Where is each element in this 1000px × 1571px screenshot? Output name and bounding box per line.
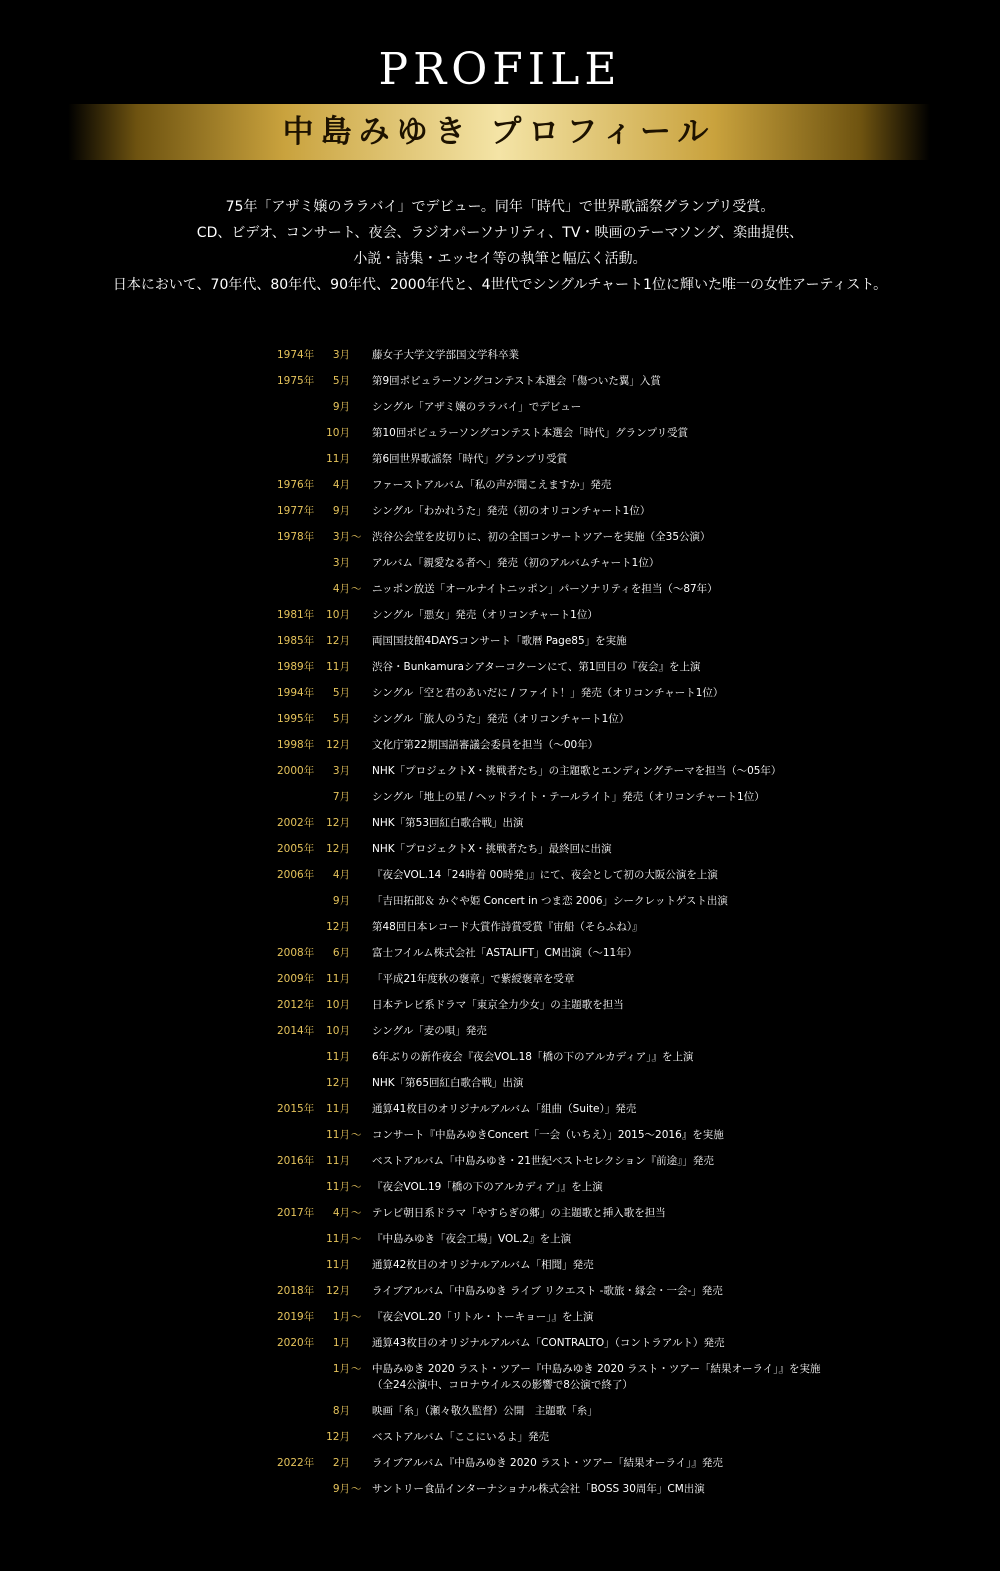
timeline-month: 7月 [332, 791, 350, 803]
timeline-event-text: 渋谷・Bunkamuraシアターコクーンにて、第1回目の『夜会』を上演 [372, 661, 701, 673]
timeline-event-text: テレビ朝日系ドラマ「やすらぎの郷」の主題歌と挿入歌を担当 [372, 1207, 666, 1219]
timeline-event [372, 607, 972, 623]
timeline-row [0, 659, 1000, 685]
timeline-month: 12月 [326, 1077, 350, 1089]
timeline-row [0, 971, 1000, 997]
timeline-event-text: NHK「第65回紅白歌合戦」出演 [372, 1077, 524, 1089]
timeline-row [0, 399, 1000, 425]
timeline-event-text: （全24公演中、コロナウイルスの影響で8公演で終了） [372, 1379, 633, 1391]
timeline-row [0, 347, 1000, 373]
timeline-month: 1月 [332, 1363, 350, 1375]
timeline-year: 2015年 [277, 1103, 315, 1115]
timeline-year: 2009年 [277, 973, 315, 985]
timeline-event [372, 1127, 972, 1143]
timeline-row [0, 1075, 1000, 1101]
timeline-event-text: 第6回世界歌謡祭「時代」グランプリ受賞 [372, 453, 568, 465]
timeline-event [372, 1023, 972, 1039]
timeline-month: 10月 [326, 999, 350, 1011]
timeline-event [372, 893, 972, 909]
timeline-event [372, 919, 972, 935]
timeline-year: 1985年 [277, 635, 315, 647]
timeline-event-text: シングル「麦の唄」発売 [372, 1025, 487, 1037]
timeline-ongoing-mark: 〜 [351, 1363, 362, 1375]
timeline-month: 12月 [326, 739, 350, 751]
timeline-event [372, 685, 972, 701]
timeline-row [0, 1127, 1000, 1153]
timeline-event [372, 789, 972, 805]
timeline-event-text: 中島みゆき 2020 ラスト・ツアー『中島みゆき 2020 ラスト・ツアー「結果オーライ」』を実施 [372, 1363, 821, 1375]
timeline-year: 2019年 [277, 1311, 315, 1323]
timeline-row [0, 1153, 1000, 1179]
timeline-month: 11月 [326, 661, 350, 673]
intro-line: 75年「アザミ嬢のララバイ」でデビュー。同年「時代」で世界歌謡祭グランプリ受賞。 [225, 199, 775, 215]
timeline-month: 11月 [326, 1233, 350, 1245]
timeline-event [372, 633, 972, 649]
timeline-event-text: 『中島みゆき「夜会工場」VOL.2』を上演 [372, 1233, 572, 1245]
timeline-month: 12月 [326, 921, 350, 933]
timeline-month: 11月 [326, 1181, 350, 1193]
timeline-year: 2000年 [277, 765, 315, 777]
timeline-event [372, 1309, 972, 1325]
timeline-row [0, 1455, 1000, 1481]
timeline-month: 10月 [326, 1025, 350, 1037]
timeline-month: 9月 [332, 505, 350, 517]
timeline-year: 1975年 [277, 375, 315, 387]
timeline-ongoing-mark: 〜 [351, 583, 362, 595]
timeline-month: 2月 [332, 1457, 350, 1469]
timeline-month: 9月 [332, 401, 350, 413]
timeline-row [0, 711, 1000, 737]
timeline-year: 2014年 [277, 1025, 315, 1037]
timeline-month: 4月 [332, 869, 350, 881]
timeline-row [0, 607, 1000, 633]
title-banner [68, 104, 930, 160]
timeline-event [372, 1049, 972, 1065]
timeline-event [372, 1231, 972, 1247]
timeline-row [0, 841, 1000, 867]
timeline-row [0, 633, 1000, 659]
timeline-event [372, 1179, 972, 1195]
timeline-row [0, 789, 1000, 815]
timeline-row [0, 503, 1000, 529]
timeline-month: 11月 [326, 973, 350, 985]
timeline-month: 10月 [326, 427, 350, 439]
timeline-event [372, 1257, 972, 1273]
timeline-row [0, 1283, 1000, 1309]
timeline-event-text: 「吉田拓郎＆ かぐや姫 Concert in つま恋 2006」シークレットゲスト出演 [372, 895, 728, 907]
intro-text [0, 194, 1000, 298]
timeline-event [372, 1361, 972, 1393]
timeline-month: 5月 [332, 375, 350, 387]
timeline-event-text: シングル「悪女」発売（オリコンチャート1位） [372, 609, 598, 621]
timeline-row [0, 1257, 1000, 1283]
timeline-event-text: NHK「プロジェクトX・挑戦者たち」最終回に出演 [372, 843, 612, 855]
timeline-month: 5月 [332, 687, 350, 699]
timeline-event-text: ベストアルバム「中島みゆき・21世紀ベストセレクション『前途』」発売 [372, 1155, 714, 1167]
timeline-ongoing-mark: 〜 [351, 1233, 362, 1245]
timeline-event-text: 『夜会VOL.14「24時着 00時発」』にて、夜会として初の大阪公演を上演 [372, 869, 718, 881]
timeline-event-text: シングル「アザミ嬢のララバイ」でデビュー [372, 401, 582, 413]
timeline-row [0, 1429, 1000, 1455]
timeline-event [372, 945, 972, 961]
timeline-row [0, 529, 1000, 555]
timeline-month: 9月 [332, 895, 350, 907]
timeline-event [372, 1335, 972, 1351]
timeline-month: 3月 [332, 765, 350, 777]
timeline-month: 4月 [332, 479, 350, 491]
timeline-month: 8月 [332, 1405, 350, 1417]
timeline-event [372, 867, 972, 883]
timeline-event [372, 1403, 972, 1419]
timeline-event [372, 503, 972, 519]
timeline-ongoing-mark: 〜 [351, 1483, 362, 1495]
timeline-event-text: アルバム「親愛なる者へ」発売（初のアルバムチャート1位） [372, 557, 660, 569]
timeline-event-text: 富士フイルム株式会社「ASTALIFT」CM出演（〜11年） [372, 947, 638, 959]
timeline-event [372, 425, 972, 441]
timeline-month: 11月 [326, 1259, 350, 1271]
timeline-event-text: ニッポン放送「オールナイトニッポン」パーソナリティを担当（〜87年） [372, 583, 718, 595]
timeline-event-text: ライブアルバム『中島みゆき 2020 ラスト・ツアー「結果オーライ」』発売 [372, 1457, 723, 1469]
timeline-row [0, 477, 1000, 503]
career-timeline [0, 347, 1000, 1507]
timeline-event-text: ファーストアルバム「私の声が聞こえますか」発売 [372, 479, 612, 491]
timeline-row [0, 919, 1000, 945]
timeline-row [0, 1361, 1000, 1403]
timeline-year: 1989年 [277, 661, 315, 673]
timeline-row [0, 1101, 1000, 1127]
timeline-event [372, 529, 972, 545]
timeline-event-text: 第10回ポピュラーソングコンテスト本選会「時代」グランプリ受賞 [372, 427, 689, 439]
timeline-row [0, 763, 1000, 789]
timeline-event [372, 1101, 972, 1117]
timeline-row [0, 893, 1000, 919]
timeline-month: 3月 [332, 531, 350, 543]
timeline-event-text: ベストアルバム「ここにいるよ」発売 [372, 1431, 550, 1443]
timeline-event-text: NHK「第53回紅白歌合戦」出演 [372, 817, 524, 829]
timeline-event [372, 737, 972, 753]
timeline-event [372, 347, 972, 363]
timeline-month: 9月 [332, 1483, 350, 1495]
intro-line: CD、ビデオ、コンサート、夜会、ラジオパーソナリティ、TV・映画のテーマソング、楽曲提供、 [196, 225, 804, 241]
timeline-event [372, 555, 972, 571]
timeline-event [372, 815, 972, 831]
timeline-event [372, 1153, 972, 1169]
timeline-month: 5月 [332, 713, 350, 725]
timeline-ongoing-mark: 〜 [351, 1207, 362, 1219]
timeline-event-text: ライブアルバム「中島みゆき ライブ リクエスト -歌旅・縁会・一会-」発売 [372, 1285, 723, 1297]
timeline-month: 3月 [332, 557, 350, 569]
timeline-row [0, 451, 1000, 477]
timeline-event-text: 「平成21年度秋の褒章」で紫綬褒章を受章 [372, 973, 575, 985]
timeline-event-text: 文化庁第22期国語審議会委員を担当（〜00年） [372, 739, 599, 751]
timeline-month: 3月 [332, 349, 350, 361]
timeline-year: 2008年 [277, 947, 315, 959]
timeline-year: 1995年 [277, 713, 315, 725]
timeline-month: 12月 [326, 817, 350, 829]
timeline-row [0, 1023, 1000, 1049]
timeline-year: 2006年 [277, 869, 315, 881]
timeline-row [0, 1403, 1000, 1429]
timeline-event [372, 1283, 972, 1299]
timeline-year: 1977年 [277, 505, 315, 517]
timeline-year: 1976年 [277, 479, 315, 491]
timeline-year: 2012年 [277, 999, 315, 1011]
timeline-event [372, 1429, 972, 1445]
timeline-event-text: 両国国技館4DAYSコンサート「歌暦 Page85」を実施 [372, 635, 627, 647]
intro-line: 日本において、70年代、80年代、90年代、2000年代と、4世代でシングルチャート1位に輝いた唯一の女性アーティスト。 [112, 277, 888, 293]
timeline-event-text: 第9回ポピュラーソングコンテスト本選会「傷ついた翼」入賞 [372, 375, 661, 387]
timeline-ongoing-mark: 〜 [351, 1311, 362, 1323]
timeline-year: 2017年 [277, 1207, 315, 1219]
timeline-month: 12月 [326, 1431, 350, 1443]
timeline-event-text: 通算43枚目のオリジナルアルバム「CONTRALTO」（コントラアルト）発売 [372, 1337, 725, 1349]
timeline-year: 1981年 [277, 609, 315, 621]
timeline-ongoing-mark: 〜 [351, 531, 362, 543]
timeline-event-text: 日本テレビ系ドラマ「東京全力少女」の主題歌を担当 [372, 999, 624, 1011]
timeline-row [0, 1231, 1000, 1257]
timeline-year: 1994年 [277, 687, 315, 699]
timeline-event [372, 997, 972, 1013]
timeline-year: 2022年 [277, 1457, 315, 1469]
timeline-event-text: NHK「プロジェクトX・挑戦者たち」の主題歌とエンディングテーマを担当（〜05年） [372, 765, 782, 777]
timeline-month: 11月 [326, 1051, 350, 1063]
timeline-event-text: 渋谷公会堂を皮切りに、初の全国コンサートツアーを実施（全35公演） [372, 531, 711, 543]
timeline-month: 11月 [326, 1129, 350, 1141]
timeline-month: 1月 [332, 1311, 350, 1323]
timeline-row [0, 1179, 1000, 1205]
timeline-event-text: シングル「空と君のあいだに / ファイト！」発売（オリコンチャート1位） [372, 687, 724, 699]
timeline-event-text: サントリー食品インターナショナル株式会社「BOSS 30周年」CM出演 [372, 1483, 705, 1495]
timeline-event [372, 971, 972, 987]
page-title: PROFILE [378, 44, 622, 95]
timeline-row [0, 945, 1000, 971]
timeline-row [0, 1335, 1000, 1361]
timeline-month: 12月 [326, 1285, 350, 1297]
timeline-event [372, 451, 972, 467]
banner-title: 中島みゆき プロフィール [282, 114, 716, 150]
timeline-row [0, 1309, 1000, 1335]
timeline-event-text: シングル「旅人のうた」発売（オリコンチャート1位） [372, 713, 630, 725]
timeline-event-text: 『夜会VOL.19「橋の下のアルカディア」』を上演 [372, 1181, 603, 1193]
timeline-month: 12月 [326, 635, 350, 647]
timeline-event-text: 6年ぶりの新作夜会『夜会VOL.18「橋の下のアルカディア」』を上演 [372, 1051, 694, 1063]
timeline-row [0, 867, 1000, 893]
timeline-event [372, 711, 972, 727]
timeline-row [0, 425, 1000, 451]
timeline-event [372, 1075, 972, 1091]
timeline-year: 2005年 [277, 843, 315, 855]
timeline-row [0, 581, 1000, 607]
timeline-event [372, 399, 972, 415]
timeline-event [372, 1455, 972, 1471]
timeline-event [372, 581, 972, 597]
timeline-event-text: 通算41枚目のオリジナルアルバム「組曲（Suite）」発売 [372, 1103, 637, 1115]
timeline-event [372, 659, 972, 675]
timeline-year: 2020年 [277, 1337, 315, 1349]
timeline-month: 6月 [332, 947, 350, 959]
timeline-event [372, 477, 972, 493]
timeline-event-text: 第48回日本レコード大賞作詩賞受賞『宙船（そらふね）』 [372, 921, 643, 933]
timeline-month: 11月 [326, 453, 350, 465]
timeline-year: 2002年 [277, 817, 315, 829]
intro-line: 小説・詩集・エッセイ等の執筆と幅広く活動。 [353, 251, 647, 267]
timeline-year: 2018年 [277, 1285, 315, 1297]
timeline-row [0, 997, 1000, 1023]
timeline-year: 1978年 [277, 531, 315, 543]
timeline-event-text: コンサート『中島みゆきConcert「一会（いちえ）」2015〜2016』を実施 [372, 1129, 724, 1141]
timeline-event-text: 『夜会VOL.20「リトル・トーキョー」』を上演 [372, 1311, 594, 1323]
timeline-event-text: シングル「わかれうた」発売（初のオリコンチャート1位） [372, 505, 651, 517]
timeline-row [0, 1205, 1000, 1231]
timeline-row [0, 1481, 1000, 1507]
timeline-ongoing-mark: 〜 [351, 1181, 362, 1193]
timeline-ongoing-mark: 〜 [351, 1129, 362, 1141]
timeline-year: 2016年 [277, 1155, 315, 1167]
timeline-month: 1月 [332, 1337, 350, 1349]
timeline-row [0, 737, 1000, 763]
timeline-event [372, 373, 972, 389]
timeline-month: 11月 [326, 1155, 350, 1167]
timeline-event-text: 藤女子大学文学部国文学科卒業 [372, 349, 519, 361]
timeline-month: 4月 [332, 1207, 350, 1219]
timeline-event-text: 通算42枚目のオリジナルアルバム「相聞」発売 [372, 1259, 594, 1271]
timeline-month: 12月 [326, 843, 350, 855]
timeline-event [372, 1481, 972, 1497]
timeline-year: 1998年 [277, 739, 315, 751]
timeline-event [372, 763, 972, 779]
timeline-event [372, 1205, 972, 1221]
timeline-event [372, 841, 972, 857]
timeline-event-text: 映画「糸」（瀬々敬久監督）公開 主題歌「糸」 [372, 1405, 598, 1417]
timeline-event-text: シングル「地上の星 / ヘッドライト・テールライト」発売（オリコンチャート1位） [372, 791, 765, 803]
timeline-year: 1974年 [277, 349, 315, 361]
timeline-month: 4月 [332, 583, 350, 595]
timeline-row [0, 1049, 1000, 1075]
timeline-row [0, 373, 1000, 399]
timeline-row [0, 685, 1000, 711]
timeline-row [0, 555, 1000, 581]
timeline-row [0, 815, 1000, 841]
timeline-month: 11月 [326, 1103, 350, 1115]
timeline-month: 10月 [326, 609, 350, 621]
